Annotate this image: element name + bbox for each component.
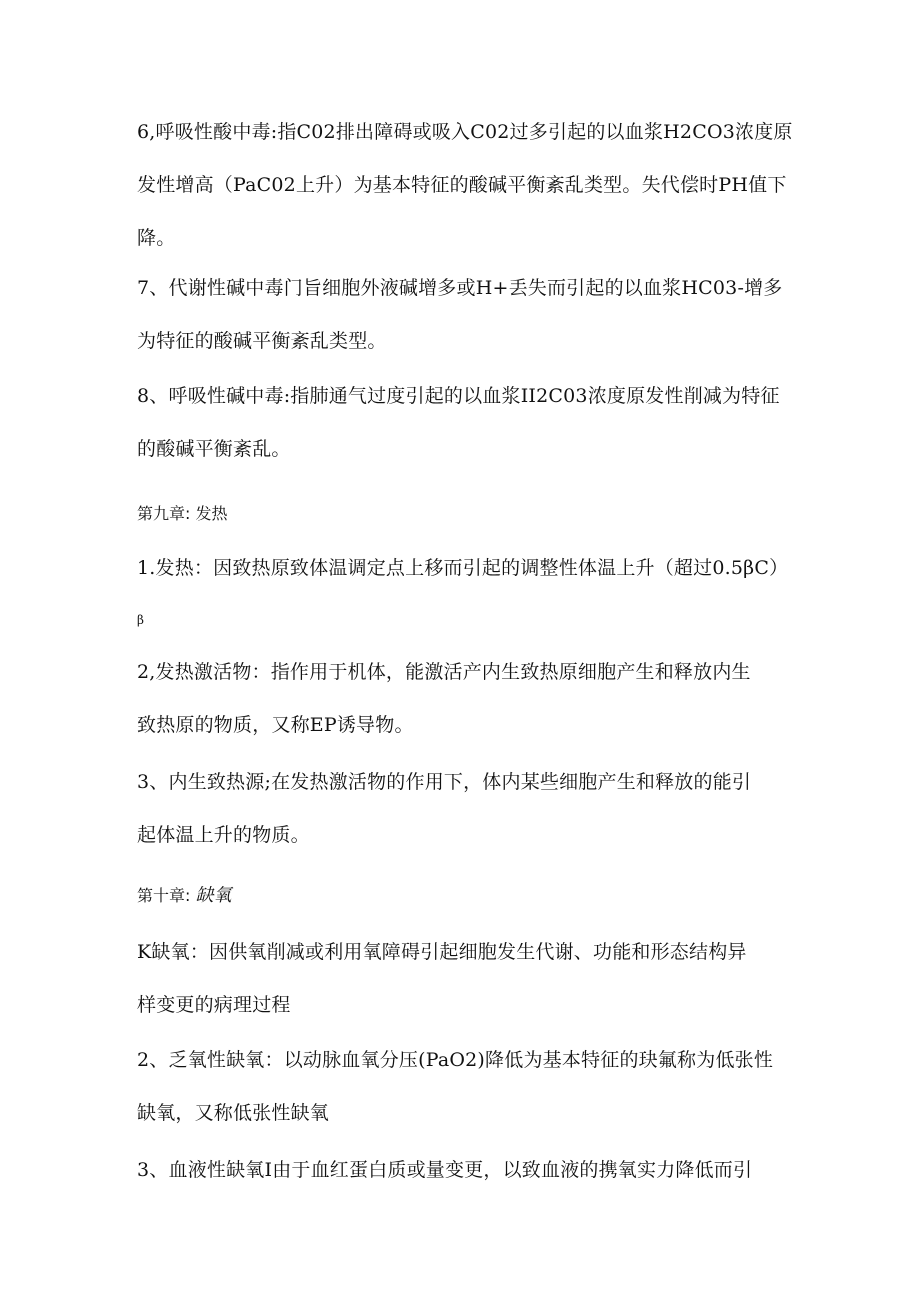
- text-line: 8、呼吸性碱中毒:指肺通气过度引起的以血浆II2C03浓度原发性削减为特征: [137, 385, 780, 407]
- paragraph-hypoxia-definition: [137, 926, 787, 1032]
- paragraph-fever-definition: [137, 542, 787, 595]
- chapter-title: 发热: [195, 504, 228, 523]
- text-line: 为特征的酸碱平衡紊乱类型。: [137, 330, 387, 352]
- text-line: 1.发热：因致热原致体温调定点上移而引起的调整性体温上升（超过0.5βC）: [137, 557, 789, 579]
- paragraph-respiratory-alkalosis: [137, 370, 787, 476]
- text-line: 2、乏氧性缺氧：以动脉血氧分压(PaO2)降低为基本特征的玦氟称为低张性: [137, 1049, 774, 1071]
- text-line: 起体温上升的物质。: [137, 824, 310, 846]
- text-line: 3、血液性缺氧I由于血红蛋白质或量变更，以致血液的携氧实力降低而引: [137, 1159, 753, 1181]
- chapter-heading-fever: [137, 502, 228, 526]
- chapter-prefix: 第十章:: [137, 886, 191, 905]
- text-line: 样变更的病理过程: [137, 994, 291, 1016]
- text-line: 缺氧，又称低张性缺氧: [137, 1102, 330, 1124]
- text-line: 3、内生致热源;在发热激活物的作用下，体内某些细胞产生和释放的能引: [137, 771, 752, 793]
- text-line: 致热原的物质，又称EP诱导物。: [137, 714, 414, 736]
- chapter-heading-hypoxia: [137, 884, 232, 908]
- text-line: 降。: [137, 227, 176, 249]
- paragraph-pyrogenic-activator: [137, 646, 787, 752]
- chapter-prefix: 第九章:: [137, 504, 191, 523]
- text-line: 6,呼吸性酸中毒:指C02排出障碍或吸入C02过多引起的以血浆H2CO3浓度原: [137, 121, 793, 143]
- paragraph-respiratory-acidosis: [137, 106, 793, 265]
- paragraph-metabolic-alkalosis: [137, 262, 787, 368]
- text-line: 的酸碱平衡紊乱。: [137, 438, 291, 460]
- chapter-title: 缺氧: [195, 885, 232, 906]
- text-line: 7、代谢性碱中毒门旨细胞外液碱增多或H+丢失而引起的以血浆HC03-增多: [137, 277, 783, 299]
- paragraph-hypotonic-hypoxia: [137, 1034, 787, 1140]
- text-line: 2,发热激活物：指作用于机体，能激活产内生致热原细胞产生和释放内生: [137, 661, 751, 683]
- paragraph-hemic-hypoxia: [137, 1144, 787, 1197]
- stray-note: β: [137, 613, 144, 627]
- text-line: K缺氧：因供氧削减或利用氧障碍引起细胞发生代谢、功能和形态结构异: [137, 941, 747, 963]
- text-line: 发性增高（PaC02上升）为基本特征的酸碱平衡紊乱类型。失代偿时PH值下: [137, 174, 787, 196]
- paragraph-endogenous-pyrogen: [137, 756, 787, 862]
